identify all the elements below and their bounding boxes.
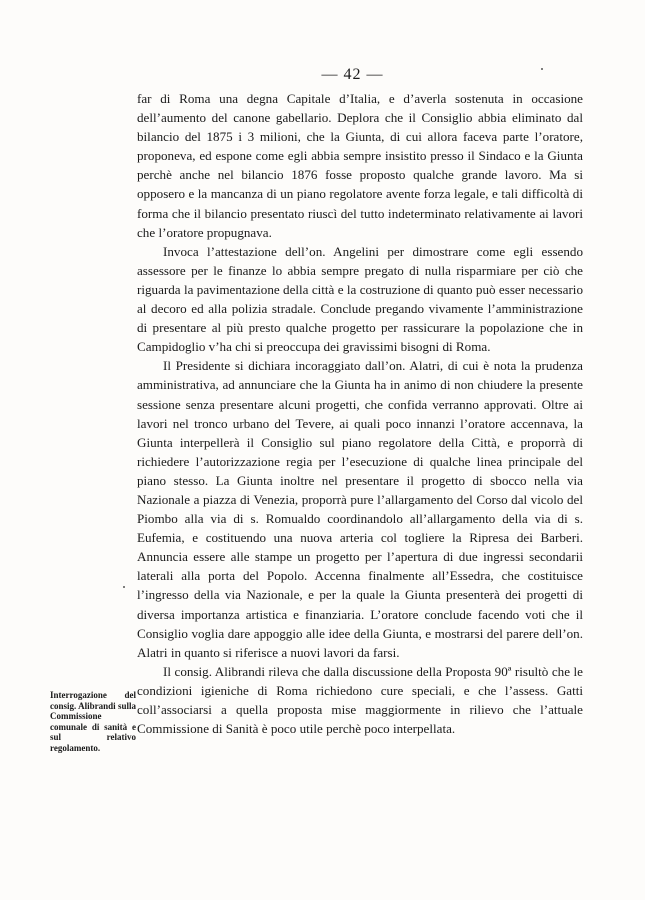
paragraph-continuation: far di Roma una degna Capitale d’Italia, e d’averla sostenuta in occasione dell’aumento del canone gabellario. Deplora che il Consiglio abbia eliminato dal bilancio del 1875 i 3 milioni, che la Giunta, di cui allora faceva parte l’oratore, proponeva, ed espone come egli abbia sempre insistito presso il Sindaco e la Giunta perchè anche nel bilancio 1876 fosse proposto qualche grande lavoro. Ma si opposero e la mancanza di un piano regolatore avente forza legale, e tali difficoltà di forma che il bilancio presentato riuscì del tutto indeterminato relativamente ai lavori che l’oratore propugnava.: [137, 91, 583, 240]
paragraph-presidente: Il Presidente si dichiara incoraggiato dall’on. Alatri, di cui è nota la prudenza amministrativa, ad annunciare che la Giunta ha in animo di non chiudere la presente sessione senza presentare alcuni progetti, che confida verranno approvati. Oltre ai lavori nel tronco urbano del Tevere, ai quali poco innanzi l’oratore accennava, la Giunta interpellerà il Consiglio sul piano regolatore della Città, e proporrà di richiedere l’autorizzazione regia per l’esecuzione di qualche linea principale del piano stesso. La Giunta inoltre nel presentare il progetto di sbocco nella via Nazionale a piazza di Venezia, proporrà pure l’allargamento del Corso dal vicolo del Piombo alla via di s. Romualdo coordinandolo all’allargamento della via di s. Eufemia, e costituendo una nuova arteria col togliere la Ripresa dei Barberi. Annuncia essere alle stampe un progetto per l’apertura di due ingressi secondarii laterali alla porta del Popolo. Accenna finalmente all’Essedra, che costituisce l’ingresso della via Nazionale, e per la quale la Giunta presenterà dei progetti di diversa importanza artistica e finanziaria. L’oratore conclude facendo voti che il Consiglio voglia dare appoggio alle idee della Giunta, e mostrarsi del parere dell’on. Alatri in quanto si riferisce a nuovi lavori da farsi.: [137, 358, 583, 660]
body-text: [137, 89, 583, 738]
paper-speck: [123, 586, 125, 588]
paper-speck: [541, 68, 543, 70]
margin-note: Interrogazione del consig. Alibrandi sulla Commissione comunale di sanità e sul relativo regolamento.: [50, 690, 136, 753]
paragraph-angelini: Invoca l’attestazione dell’on. Angelini per dimostrare come egli essendo assessore per le finanze lo abbia sempre pregato di nulla risparmiare per ciò che riguarda la pavimentazione della città e la costruzione di quanto può esser necessario al decoro ed alla polizia stradale. Conclude pregando vivamente l’amministrazione di presentare al più presto qualche progetto per rassicurare la popolazione che in Campidoglio v’ha chi si preoccupa dei gravissimi bisogni di Roma.: [137, 243, 583, 355]
paragraph-alibrandi: Il consig. Alibrandi rileva che dalla discussione della Proposta 90ª risultò che le condizioni igieniche di Roma richiedono cure speciali, e che l’assess. Gatti coll’associarsi a quella proposta mise maggiormente in rilievo che l’attuale Commissione di Sanità è poco utile perchè poco interpellata.: [137, 663, 583, 737]
page-number: — 42 —: [321, 66, 384, 83]
